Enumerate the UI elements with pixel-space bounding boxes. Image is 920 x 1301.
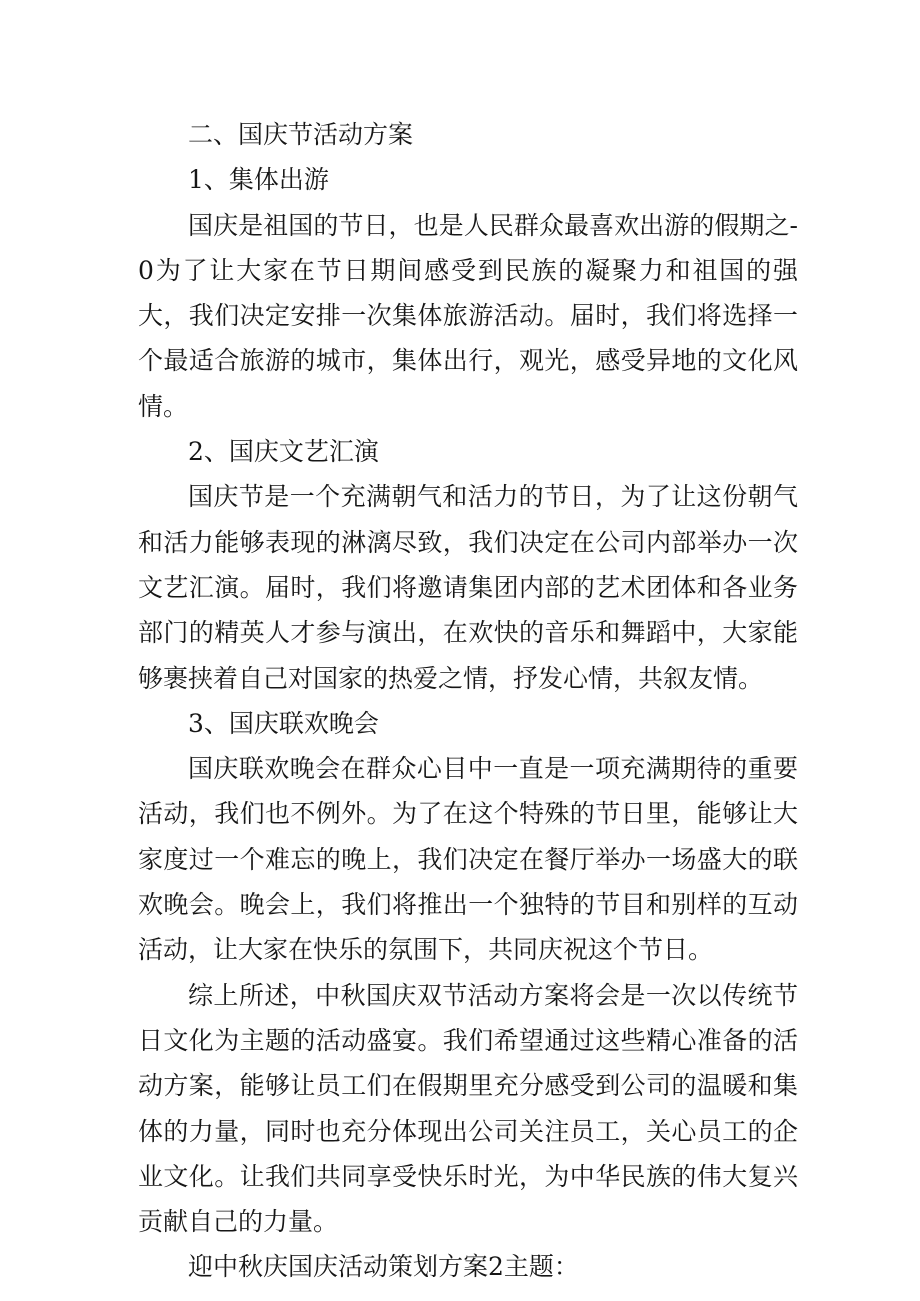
section-heading: 二、国庆节活动方案 [188,120,414,149]
paragraph-group-tour: 国庆是祖国的节日，也是人民群众最喜欢出游的假期之-0为了让大家在节日期间感受到民族的凝聚力和祖国的强大，我们决定安排一次集体旅游活动。届时，我们将选择一个最适合旅游的城市，集体出行，观光，感受异地的文化风情。 [138,210,798,421]
paragraph-gala: 国庆联欢晚会在群众心目中一直是一项充满期待的重要活动，我们也不例外。为了在这个特殊的节日里，能够让大家度过一个难忘的晚上，我们决定在餐厅举办一场盛大的联欢晚会。晚会上，我们将推出一个独特的节目和别样的互动活动，让大家在快乐的氛围下，共同庆祝这个节日。 [138,754,798,965]
document-body [138,112,798,1290]
paragraph-summary: 综上所述，中秋国庆双节活动方案将会是一次以传统节日文化为主题的活动盛宴。我们希望通过这些精心准备的活动方案，能够让员工们在假期里充分感受到公司的温暖和集体的力量，同时也充分体现出公司关注员工，关心员工的企业文化。让我们共同享受快乐时光，为中华民族的伟大复兴贡献自己的力量。 [138,980,798,1237]
subsection-heading-gala: 3、国庆联欢晚会 [188,708,379,738]
next-plan-heading: 迎中秋庆国庆活动策划方案2主题： [188,1252,579,1282]
subsection-heading-art-show: 2、国庆文艺汇演 [188,437,379,467]
paragraph-art-show: 国庆节是一个充满朝气和活力的节日，为了让这份朝气和活力能够表现的淋漓尽致，我们决定在公司内部举办一次文艺汇演。届时，我们将邀请集团内部的艺术团体和各业务部门的精英人才参与演出，在欢快的音乐和舞蹈中，大家能够裹挟着自己对国家的热爱之情，抒发心情，共叙友情。 [138,482,798,693]
subsection-heading-group-tour: 1、集体出游 [188,165,329,195]
